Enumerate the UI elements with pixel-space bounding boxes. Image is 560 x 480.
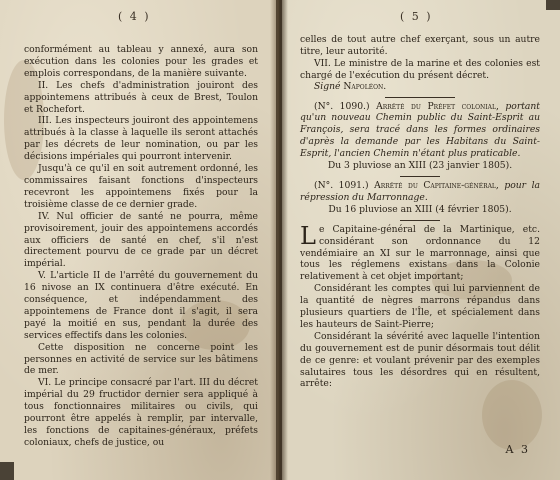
paragraph: IV. Nul officier de santé ne pourra, même provisoirement, jouir des appointemens accordés aux officiers de santé en chef, s'il n'est directement pourvu de ce grade par un décret impérial. — [24, 210, 258, 270]
left-page-text — [24, 44, 258, 449]
drop-cap: L — [300, 221, 316, 250]
paragraph: VII. Le ministre de la marine et des colonies est chargé de l'exécution du présent décret. — [300, 57, 540, 81]
arrete-body — [300, 221, 540, 391]
decree-ending — [300, 34, 540, 82]
sheet-signature: A 3 — [505, 443, 530, 456]
paper-stain — [482, 380, 542, 450]
arrete-lead: Arrêté du Capitaine-général, — [374, 179, 499, 191]
right-page-text — [300, 34, 540, 390]
left-page — [0, 0, 276, 480]
arrete-lead: Arrêté du Préfet colonial, — [376, 100, 499, 112]
signature-name: Napoléon. — [343, 80, 387, 92]
signature-label: Signé — [314, 80, 341, 92]
separator-rule — [385, 97, 455, 98]
paragraph: e Capitaine-général de la Martinique, etc. considérant son ordonnance du 12 vendémiaire an XI sur le marronnage, ainsi que tous les réglemens existans dans la Colonie relativement à cet objet important; — [300, 223, 540, 283]
paragraph: conformément au tableau y annexé, aura son exécution dans les colonies pour les grades et emplois correspondans, de la manière suivante. — [24, 44, 258, 79]
arrete-text: pour la répression du Marronnage. — [300, 179, 540, 203]
paragraph: Cette disposition ne concerne point les personnes en activité de service sur les bâtimens de mer. — [24, 341, 258, 377]
paragraph: Jusqu'à ce qu'il en soit autrement ordonné, les commissaires faisant fonctions d'inspecteurs recevront les appointemens fixés pour la troisième classe de ce dernier grade. — [24, 163, 258, 210]
paragraph: Considérant la sévérité avec laquelle l'intention du gouvernement est de punir désormais tout délit de ce genre: et voulant prévenir par des exemples salutaires tous les désordres qui en résultent, arrête: — [300, 330, 540, 390]
torn-corner — [0, 462, 14, 480]
arrete-date: Du 16 pluviose an XIII (4 février 1805). — [328, 203, 512, 215]
separator-rule — [400, 220, 440, 221]
arrete-number: (N°. 1090.) — [314, 100, 370, 112]
arrete-text: portant qu'un nouveau Chemin public du Saint-Esprit au François, sera tracé dans les formes ordinaires d'après la demande par les Habitans du Saint-Esprit, l'ancien Chemin n'étant plus praticable. — [300, 100, 540, 160]
paragraph: VI. Le principe consacré par l'art. III du décret impérial du 29 fructidor dernier sera appliqué à tous fonctionnaires militaires ou civils, qui pourront être appelés à remplir, par intervalle, les fonctions de capitaines-généraux, préfets coloniaux, chefs de justice, ou — [24, 377, 258, 448]
page-number: ( 5 ) — [400, 10, 433, 23]
paragraph: V. L'article II de l'arrêté du gouvernement du 16 nivose an IX continuera d'être exécuté. En conséquence, et indépendamment des appointemens de France dont il s'agit, il sera payé la moitié en sus, pendant la durée des services effectifs dans les colonies. — [24, 270, 258, 341]
separator-rule — [400, 176, 440, 177]
signature-line — [300, 81, 540, 93]
page-number: ( 4 ) — [118, 10, 151, 23]
arrete-1090 — [300, 101, 540, 161]
arrete-1091 — [300, 180, 540, 204]
torn-corner — [546, 0, 560, 10]
paragraph: Considérant les comptes qui lui parviennent de la quantité de nègres marrons répandus dans plusieurs quartiers de l'Île, et spécialement dans les hauteurs de Saint-Pierre; — [300, 283, 540, 330]
right-page — [282, 0, 560, 480]
arrete-number: (N°. 1091.) — [314, 179, 369, 191]
book-gutter — [270, 0, 288, 480]
paragraph: II. Les chefs d'administration jouiront des appointemens attribués à ceux de Brest, Toulon et Rochefort. — [24, 79, 258, 115]
arrete-date: Du 3 pluviose an XIII (23 janvier 1805). — [327, 160, 513, 172]
paragraph: celles de tout autre chef exerçant, sous un autre titre, leur autorité. — [300, 34, 540, 57]
paragraph: III. Les inspecteurs jouiront des appointemens attribués à la classe à laquelle ils seront attachés par les décrets de leur nomination, ou par les décisions impériales qui pourront intervenir. — [24, 115, 258, 163]
